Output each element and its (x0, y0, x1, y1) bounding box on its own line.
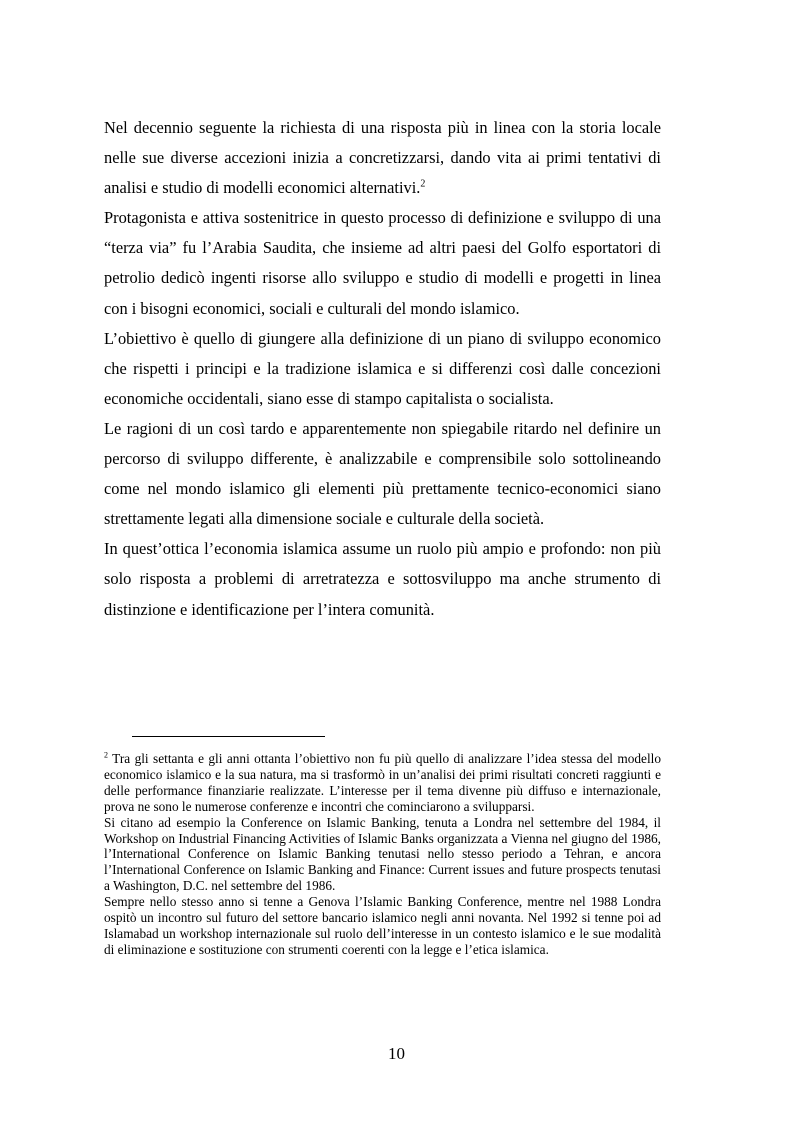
footnote-marker: 2 (104, 750, 108, 760)
body-text (104, 113, 661, 625)
paragraph-3: L’obiettivo è quello di giungere alla definizione di un piano di sviluppo economico che rispetti i principi e la tradizione islamica e si differenzi così dalle concezioni economiche occidentali, siano esse di stampo capitalista o socialista. (104, 328, 661, 408)
paragraph-5: In quest’ottica l’economia islamica assume un ruolo più ampio e profondo: non più solo risposta a problemi di arretratezza e sottosviluppo ma anche strumento di distinzione e identificazione per l’intera comunità. (104, 539, 661, 619)
footnote-separator (132, 736, 325, 737)
paragraph-4: Le ragioni di un così tardo e apparentemente non spiegabile ritardo nel definire un percorso di sviluppo differente, è analizzabile e comprensibile solo sottolineando come nel mondo islamico gli elementi più prettamente tecnico-economici siano strettamente legati alla dimensione sociale e culturale della società. (104, 418, 661, 529)
paragraph-2: Protagonista e attiva sostenitrice in questo processo di definizione e sviluppo di una “terza via” fu l’Arabia Saudita, che insieme ad altri paesi del Golfo esportatori di petrolio dedicò ingenti risorse allo sviluppo e studio di modelli e progetti in linea con i bisogni economici, sociali e culturali del mondo islamico. (104, 208, 661, 318)
footnote-1-paragraph-3: Sempre nello stesso anno si tenne a Genova l’Islamic Banking Conference, mentre nel 1988 Londra ospitò un incontro sul futuro del settore bancario islamico negli anni novanta. Nel 1992 si tenne poi ad Islamabad un workshop internazionale sul ruolo dell’interesse in un contesto islamico e le sue modalità di eliminazione e sostituzione con strumenti coerenti con la legge e l’etica islamica. (104, 894, 661, 957)
paragraph-1 (104, 113, 661, 203)
page-number: 10 (388, 1044, 405, 1063)
footnote-reference: 2 (420, 178, 426, 190)
footnote-text-1: Tra gli settanta e gli anni ottanta l’obiettivo non fu più quello di analizzare l’idea stessa del modello economico islamico e la sua natura, ma si trasformò in un’analisi dei primi risultati concreti raggiunti e delle performance finanziarie realizzate. L’interesse per il tema divenne più diffuso e internazionale, prova ne sono le numerose conferenze e incontri che cominciarono a svilupparsi. (104, 751, 661, 814)
footnote-1-paragraph-2: Si citano ad esempio la Conference on Islamic Banking, tenuta a Londra nel settembre del 1984, il Workshop on Industrial Financing Activities of Islamic Banks organizzata a Vienna nel giugno del 1986, l’International Conference on Islamic Banking tenutasi nello stesso periodo a Tehran, e ancora l’International Conference on Islamic Banking and Finance: Current issues and future prospects tenutasi a Washington, D.C. nel settembre del 1986. (104, 814, 661, 894)
paragraph-1-text: Nel decennio seguente la richiesta di una risposta più in linea con la storia locale nelle sue diverse accezioni inizia a concretizzarsi, dando vita ai primi tentativi di analisi e studio di modelli economici alternativi. (104, 118, 661, 198)
footnote-1-paragraph-1 (104, 751, 661, 815)
footnotes (104, 751, 661, 958)
